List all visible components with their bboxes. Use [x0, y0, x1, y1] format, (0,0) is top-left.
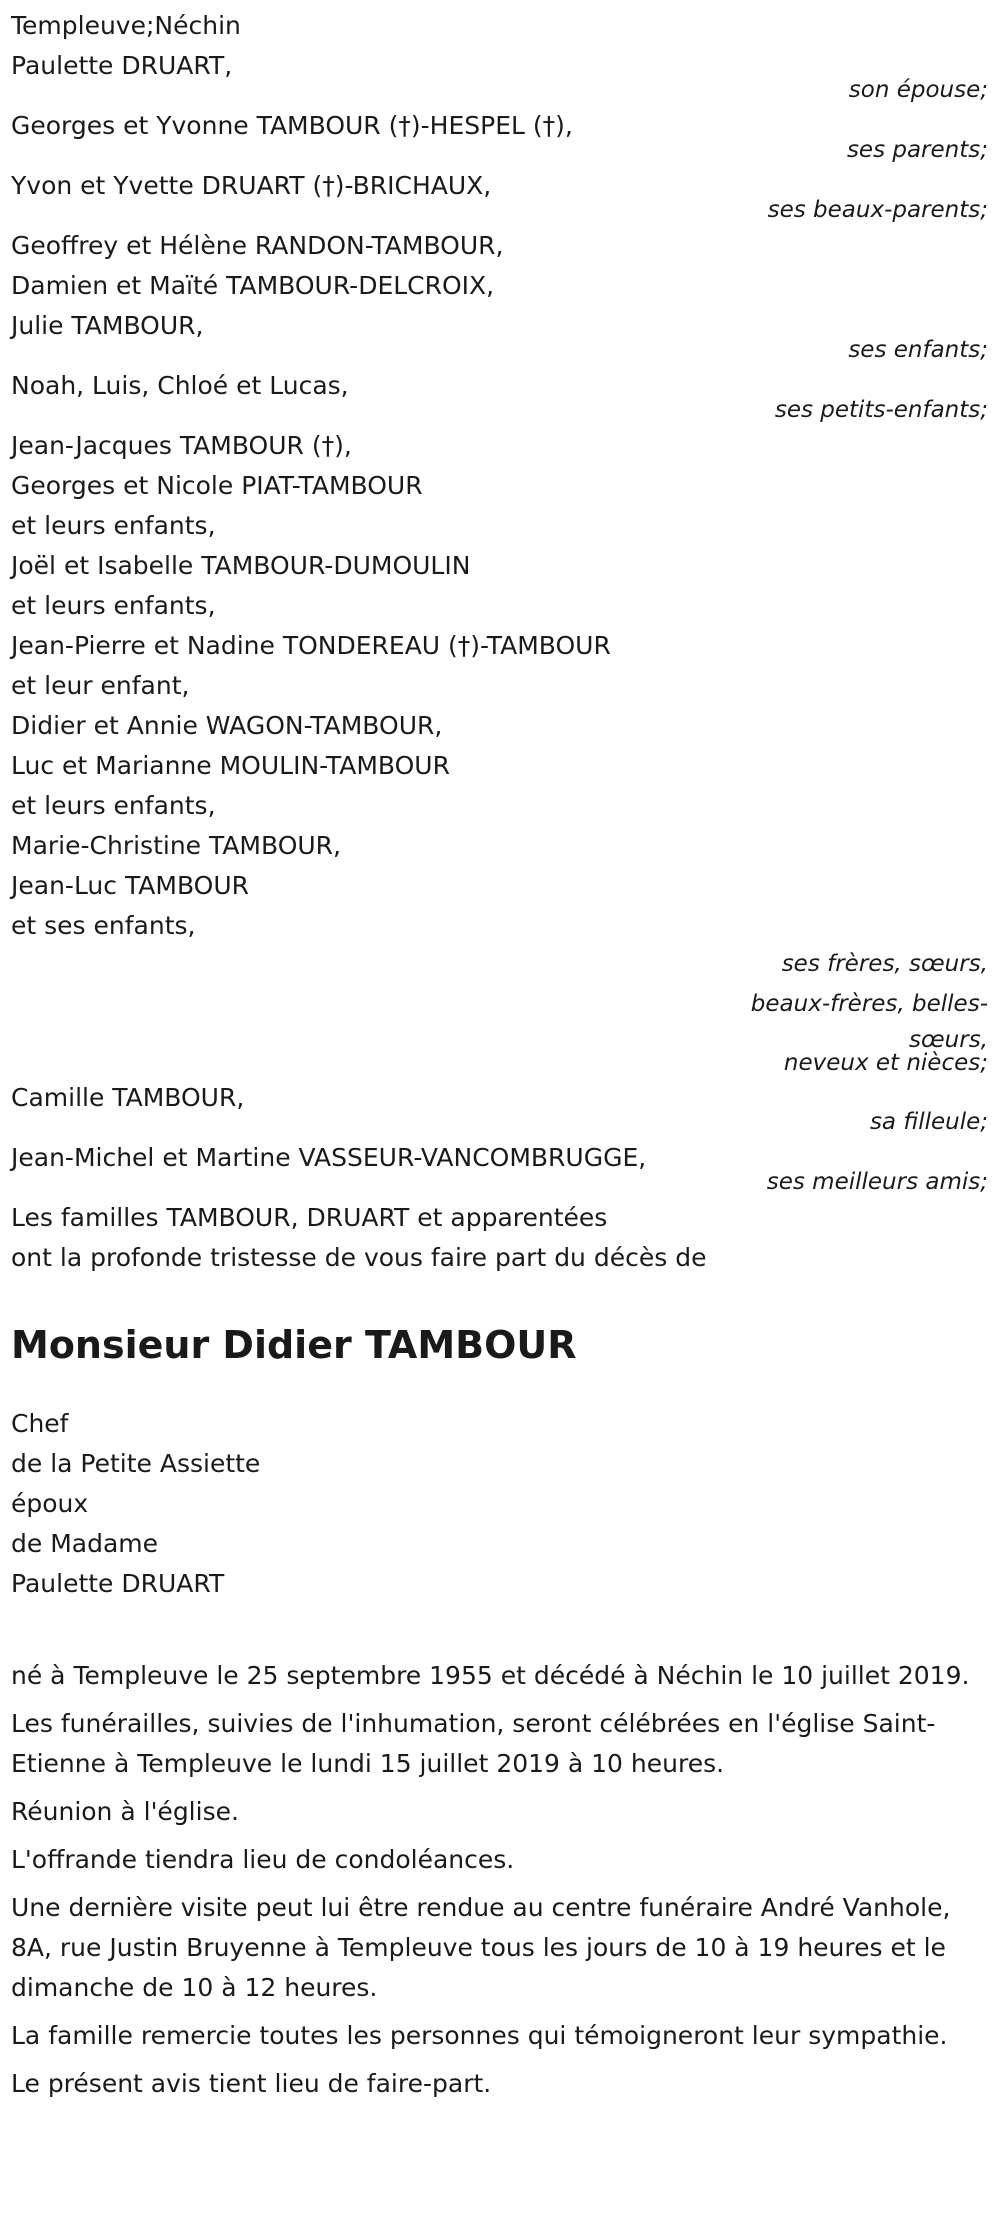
announcement-line: Les familles TAMBOUR, DRUART et apparentées — [11, 1203, 608, 1232]
deceased-detail-line: époux — [11, 1489, 89, 1518]
family-name-line: Luc et Marianne MOULIN-TAMBOUR — [11, 751, 450, 780]
family-role-line: sœurs, — [909, 1027, 988, 1053]
family-group-grandchildren — [11, 366, 988, 426]
family-name-line: Marie-Christine TAMBOUR, — [11, 831, 341, 860]
family-role: ses enfants; — [848, 337, 988, 363]
family-role: son épouse; — [848, 77, 988, 103]
family-group-parents-in-law — [11, 166, 988, 226]
family-name-line: Georges et Nicole PIAT-TAMBOUR — [11, 471, 423, 500]
deceased-detail-line: de Madame — [11, 1529, 159, 1558]
family-role: ses meilleurs amis; — [766, 1169, 988, 1195]
family-name-line: et ses enfants, — [11, 911, 196, 940]
family-name-line: et leurs enfants, — [11, 511, 216, 540]
meeting-paragraph: Réunion à l'église. — [11, 1797, 239, 1826]
family-name-line: Geoffrey et Hélène RANDON-TAMBOUR, — [11, 231, 504, 260]
deceased-detail-line: de la Petite Assiette — [11, 1449, 261, 1478]
notice-paragraph: Le présent avis tient lieu de faire-part. — [11, 2069, 492, 2098]
family-name-line: Paulette DRUART, — [11, 51, 233, 80]
family-role — [11, 944, 988, 1078]
deceased-name: Monsieur Didier TAMBOUR — [11, 1323, 577, 1367]
funeral-paragraph: Les funérailles, suivies de l'inhumation, seront célébrées en l'église Saint-Etienne à Templeuve le lundi 15 juillet 2019 à 10 heures. — [11, 1709, 936, 1778]
family-role: ses beaux-parents; — [767, 197, 988, 223]
family-name-line: et leurs enfants, — [11, 791, 216, 820]
family-role: ses petits-enfants; — [774, 397, 988, 423]
visit-paragraph: Une dernière visite peut lui être rendue au centre funéraire André Vanhole, 8A, rue Justin Bruyenne à Templeuve tous les jours de 10 à 19 heures et le dimanche de 10 à 12 heures. — [11, 1893, 951, 2002]
family-name-line: Joël et Isabelle TAMBOUR-DUMOULIN — [11, 551, 471, 580]
deceased-details — [11, 1404, 988, 1604]
family-name-line: Camille TAMBOUR, — [11, 1083, 245, 1112]
family-group-parents — [11, 106, 988, 166]
family-name-line: Yvon et Yvette DRUART (†)-BRICHAUX, — [11, 171, 492, 200]
family-name-line: Jean-Pierre et Nadine TONDEREAU (†)-TAMBOUR — [11, 631, 611, 660]
family-name-line: Jean-Jacques TAMBOUR (†), — [11, 431, 352, 460]
family-role: ses parents; — [846, 137, 988, 163]
family-group-best-friends — [11, 1138, 988, 1198]
family-group-siblings — [11, 426, 988, 1078]
family-group-spouse — [11, 46, 988, 106]
family-group-goddaughter — [11, 1078, 988, 1138]
thanks-paragraph: La famille remercie toutes les personnes qui témoigneront leur sympathie. — [11, 2021, 948, 2050]
family-name-line: et leur enfant, — [11, 671, 190, 700]
family-role-line: neveux et nièces; — [783, 1050, 988, 1076]
family-role-line: ses frères, sœurs, — [781, 951, 988, 977]
deceased-detail-line: Paulette DRUART — [11, 1569, 225, 1598]
location-header: Templeuve;Néchin — [11, 11, 241, 40]
family-name-line: Didier et Annie WAGON-TAMBOUR, — [11, 711, 443, 740]
family-name-line: Julie TAMBOUR, — [11, 311, 204, 340]
family-name-line: Noah, Luis, Chloé et Lucas, — [11, 371, 349, 400]
family-role: sa filleule; — [869, 1109, 988, 1135]
family-role-line: beaux-frères, belles- — [750, 991, 988, 1017]
family-name-line: et leurs enfants, — [11, 591, 216, 620]
offering-paragraph: L'offrande tiendra lieu de condoléances. — [11, 1845, 515, 1874]
deceased-detail-line: Chef — [11, 1409, 69, 1438]
family-name-line: Georges et Yvonne TAMBOUR (†)-HESPEL (†), — [11, 111, 573, 140]
birth-death-paragraph: né à Templeuve le 25 septembre 1955 et décédé à Néchin le 10 juillet 2019. — [11, 1661, 970, 1690]
family-group-children — [11, 226, 988, 366]
family-name-line: Jean-Luc TAMBOUR — [11, 871, 250, 900]
announcement-line: ont la profonde tristesse de vous faire part du décès de — [11, 1243, 707, 1272]
family-name-line: Damien et Maïté TAMBOUR-DELCROIX, — [11, 271, 495, 300]
family-name-line: Jean-Michel et Martine VASSEUR-VANCOMBRUGGE, — [11, 1143, 647, 1172]
